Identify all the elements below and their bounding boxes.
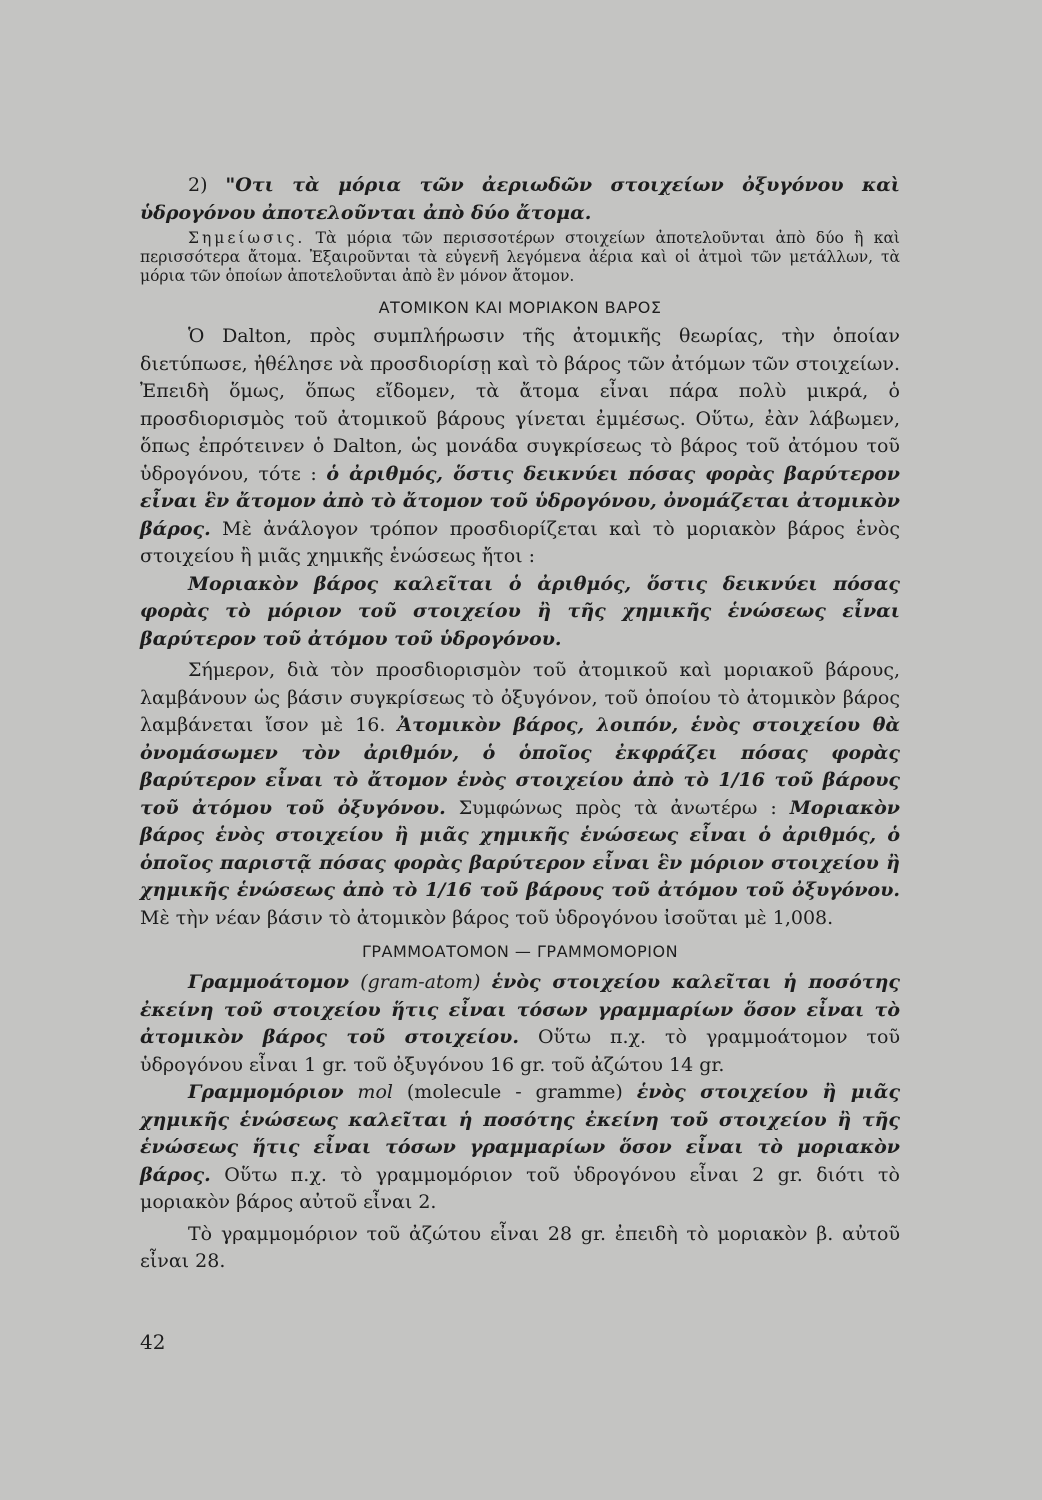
gram-molecule-mol: mol <box>357 1081 393 1103</box>
note-text: Τὰ μόρια τῶν περισσοτέρων στοιχείων ἀποτελοῦνται ἀπὸ δύο ἢ καὶ περισσότερα ἄτομα. Ἐξαιροῦνται τὰ εὐγενῆ λεγόμενα ἀέρια καὶ οἱ ἀτμοὶ τῶν μετάλλων, τὰ μόρια τῶν ὁποίων ἀποτελοῦνται ἀπὸ ἓν μόνον ἄτομον. <box>140 229 900 285</box>
paragraph-oxygen-basis-tail: Μὲ τὴν νέαν βάσιν τὸ ἀτομικὸν βάρος τοῦ ὑδρογόνου ἰσοῦται μὲ 1,008. <box>140 906 834 929</box>
paragraph-dalton <box>140 323 900 571</box>
gram-molecule-tail: Οὕτω π.χ. τὸ γραμμομόριον τοῦ ὑδρογόνου εἶναι 2 gr. διότι τὸ μοριακὸν βάρος αὐτοῦ εἶναι 2. <box>140 1163 900 1213</box>
note-label: Σημείωσις. <box>188 229 306 247</box>
item-2-number: 2) <box>188 174 208 196</box>
section-heading-gram-atom: ΓΡΑΜΜΟΑΤΟΜΟΝ — ΓΡΑΜΜΟΜΟΡΙΟΝ <box>361 942 679 961</box>
paragraph-nitrogen: Τὸ γραμμομόριον τοῦ ἀζώτου εἶναι 28 gr. ἐπειδὴ τὸ μοριακὸν β. αὐτοῦ εἶναι 28. <box>140 1222 900 1272</box>
paragraph-oxygen-basis-text: Σήμερον, διὰ τὸν προσδιορισμὸν τοῦ ἀτομικοῦ καὶ μοριακοῦ βάρους, λαμβάνουν ὡς βάσιν συγκρίσεως τὸ ὀξυγόνον, τοῦ ὁποίου τὸ ἀτομικὸν βάρος λαμβάνεται ἴσον μὲ 16. <box>140 659 900 736</box>
gram-molecule-definition: ἑνὸς στοιχείου ἢ μιᾶς χημικῆς ἑνώσεως καλεῖται ἡ ποσότης ἐκείνη τοῦ στοιχείου ἢ τῆς ἑνώσεως ἥτις εἶναι τόσων γραμμαρίων ὅσον εἶναι τὸ μοριακὸν βάρος. <box>140 1081 901 1186</box>
molecular-weight-definition: Μοριακὸν βάρος καλεῖται ὁ ἀριθμός, ὅστις δεικνύει πόσας φορὰς τὸ μόριον τοῦ στοιχείου ἢ τῆς χημικῆς ἑνώσεως εἶναι βαρύτερον τοῦ ἀτόμου τοῦ ὑδρογόνου. <box>140 572 900 650</box>
paragraph-gram-atom <box>140 969 900 1079</box>
gram-atom-definition: ἑνὸς στοιχείου καλεῖται ἡ ποσότης ἐκείνη τοῦ στοιχείου ἥτις εἶναι τόσων γραμμαρίων ὅσον εἶναι τὸ ἀτομικὸν βάρος τοῦ στοιχείου. <box>140 971 900 1048</box>
atomic-weight-definition-2: Ἀτομικὸν βάρος, λοιπόν, ἑνὸς στοιχείου θὰ ὀνομάσωμεν τὸν ἀριθμόν, ὁ ὁποῖος ἐκφράζει πόσας φορὰς βαρύτερον εἶναι τὸ ἄτομον ἑνὸς στοιχείου ἀπὸ τὸ 1/16 τοῦ βάρους τοῦ ἀτόμου τοῦ ὀξυγόνου. <box>140 714 900 819</box>
gram-molecule-paren: (molecule - gramme) <box>406 1081 623 1103</box>
item-2 <box>140 172 900 227</box>
paragraph-gram-molecule <box>140 1079 900 1217</box>
section-heading-atomic-weight: ΑΤΟΜΙΚΟΝ ΚΑΙ ΜΟΡΙΑΚΟΝ ΒΑΡΟΣ <box>378 298 662 317</box>
gram-molecule-term: Γραμμομόριον <box>188 1081 344 1103</box>
molecular-weight-definition-2: Μοριακὸν βάρος ἑνὸς στοιχείου ἢ μιᾶς χημικῆς ἑνώσεως εἶναι ὁ ἀριθμός, ὁ ὁποῖος παριστᾷ πόσας φορὰς βαρύτερον εἶναι ἓν μόριον στοιχείου ἢ χημικῆς ἑνώσεως ἀπὸ τὸ 1/16 τοῦ βάρους τοῦ ἀτόμου τοῦ ὀξυγόνου. <box>140 796 900 901</box>
atomic-weight-definition: ὁ ἀριθμός, ὅστις δεικνύει πόσας φορὰς βαρύτερον εἶναι ἓν ἄτομον ἀπὸ τὸ ἄτομον τοῦ ὑδρογόνου, ὀνομάζεται ἀτομικὸν βάρος. <box>140 462 900 540</box>
paragraph-dalton-tail: Μὲ ἀνάλογον τρόπον προσδιορίζεται καὶ τὸ μοριακὸν βάρος ἑνὸς στοιχείου ἢ μιᾶς χημικῆς ἑνώσεως ἤτοι : <box>140 517 900 567</box>
gram-atom-latin: (gram-atom) <box>360 971 481 993</box>
paragraph-oxygen-basis-mid: Συμφώνως πρὸς τὰ ἀνωτέρω : <box>458 796 777 819</box>
gram-atom-term: Γραμμοάτομον <box>188 971 350 993</box>
page-number: 42 <box>140 1330 166 1354</box>
paragraph-dalton-text: Ὁ Dalton, πρὸς συμπλήρωσιν τῆς ἀτομικῆς θεωρίας, τὴν ὁποίαν διετύπωσε, ἠθέλησε νὰ προσδιορίσῃ καὶ τὸ βάρος τῶν ἀτόμων τῶν στοιχείων. Ἐπειδὴ ὅμως, ὅπως εἴδομεν, τὰ ἄτομα εἶναι πάρα πολὺ μικρά, ὁ προσδιορισμὸς τοῦ ἀτομικοῦ βάρους γίνεται ἐμμέσως. Οὕτω, ἐὰν λάβωμεν, ὅπως ἐπρότεινεν ὁ Dalton, ὡς μονάδα συγκρίσεως τὸ βάρος τοῦ ἀτόμου τοῦ ὑδρογόνου, τότε : <box>140 325 900 485</box>
paragraph-oxygen-basis <box>140 657 900 932</box>
item-2-text: "Οτι τὰ μόρια τῶν ἀεριωδῶν στοιχείων ὀξυγόνου καὶ ὑδρογόνου ἀποτελοῦνται ἀπὸ δύο ἄτομα. <box>140 174 901 224</box>
note <box>140 229 900 286</box>
page-content <box>140 172 900 1276</box>
gram-atom-tail: Οὕτω π.χ. τὸ γραμμοάτομον τοῦ ὑδρογόνου εἶναι 1 gr. τοῦ ὀξυγόνου 16 gr. τοῦ ἀζώτου 14 gr. <box>140 1026 900 1076</box>
